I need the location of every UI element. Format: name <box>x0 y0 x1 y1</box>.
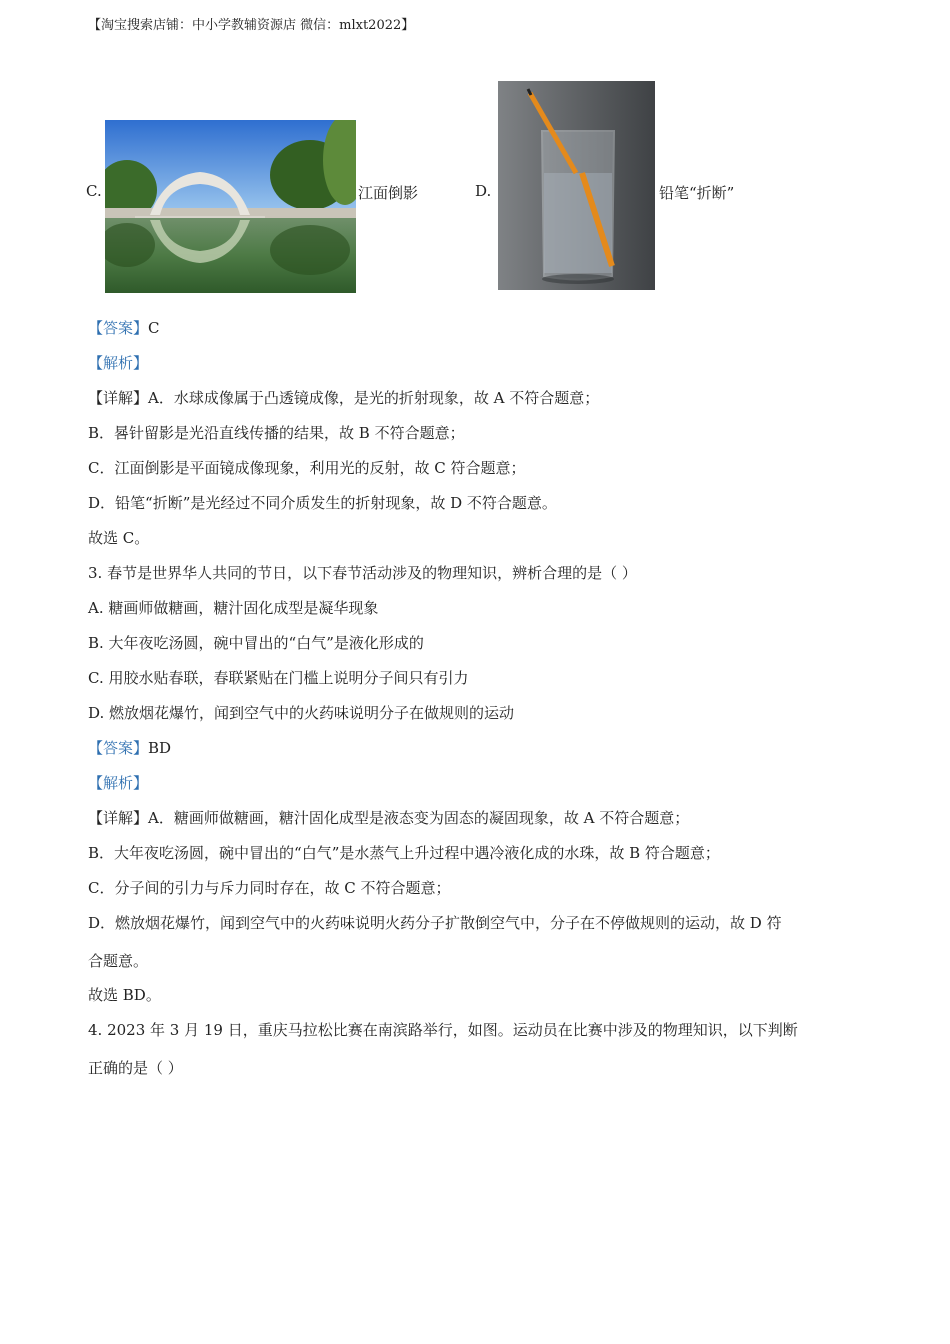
q2-detail-c: C．江面倒影是平面镜成像现象，利用光的反射，故 C 符合题意； <box>88 459 526 477</box>
q3-detail-b: B．大年夜吃汤圆，碗中冒出的“白气”是水蒸气上升过程中遇冷液化成的水珠，故 B 符合题意； <box>88 844 720 862</box>
q3-option-a: A. 糖画师做糖画，糖汁固化成型是凝华现象 <box>88 599 379 617</box>
q3-option-b: B. 大年夜吃汤圆，碗中冒出的“白气”是液化形成的 <box>88 634 424 652</box>
q3-option-c: C. 用胶水贴春联，春联紧贴在门槛上说明分子间只有引力 <box>88 669 469 687</box>
answer-value: BD <box>148 739 172 757</box>
pencil-in-glass-image <box>498 81 655 290</box>
answer-value: C <box>148 319 160 337</box>
q2-detail-b: B．晷针留影是光沿直线传播的结果，故 B 不符合题意； <box>88 424 465 442</box>
option-c-letter: C. <box>86 182 102 200</box>
q2-analysis-tag: 【解析】 <box>88 354 149 372</box>
q4-stem-line2: 正确的是（ ） <box>88 1059 183 1077</box>
q3-answer-line <box>88 737 171 758</box>
q3-conclusion: 故选 BD。 <box>88 986 161 1004</box>
answer-tag: 【答案】 <box>88 319 149 337</box>
option-d-caption: 铅笔“折断” <box>659 184 735 202</box>
q3-detail-d-line1: D．燃放烟花爆竹，闻到空气中的火药味说明火药分子扩散倒空气中，分子在不停做规则的运动，故 D 符 <box>88 914 782 932</box>
detail-tag: 【详解】 <box>88 389 149 407</box>
q3-analysis-tag: 【解析】 <box>88 774 149 792</box>
detail-tag: 【详解】 <box>88 809 149 827</box>
q3-stem: 3. 春节是世界华人共同的节日，以下春节活动涉及的物理知识，辨析合理的是（ ） <box>88 564 637 582</box>
q3-detail-d-line2: 合题意。 <box>88 952 149 970</box>
bridge-reflection-image <box>105 120 356 293</box>
q3-detail-a <box>88 807 689 828</box>
answer-tag: 【答案】 <box>88 739 149 757</box>
detail-a-text: A．水球成像属于凸透镜成像，是光的折射现象，故 A 不符合题意； <box>148 389 600 407</box>
q2-conclusion: 故选 C。 <box>88 529 150 547</box>
option-d-letter: D. <box>475 182 492 200</box>
q3-detail-c: C．分子间的引力与斥力同时存在，故 C 不符合题意； <box>88 879 451 897</box>
q2-detail-d: D．铅笔“折断”是光经过不同介质发生的折射现象，故 D 不符合题意。 <box>88 494 557 512</box>
q4-stem-line1: 4. 2023 年 3 月 19 日，重庆马拉松比赛在南滨路举行，如图。运动员在比赛中涉及的物理知识，以下判断 <box>88 1021 798 1039</box>
option-c-caption: 江面倒影 <box>358 184 419 202</box>
detail-a-text: A．糖画师做糖画，糖汁固化成型是液态变为固态的凝固现象，故 A 不符合题意； <box>148 809 690 827</box>
q2-answer-line <box>88 317 160 338</box>
q2-detail-a <box>88 387 599 408</box>
shop-header: 【淘宝搜索店铺：中小学教辅资源店 微信：mlxt2022】 <box>88 18 415 33</box>
q3-option-d: D. 燃放烟花爆竹，闻到空气中的火药味说明分子在做规则的运动 <box>88 704 515 722</box>
